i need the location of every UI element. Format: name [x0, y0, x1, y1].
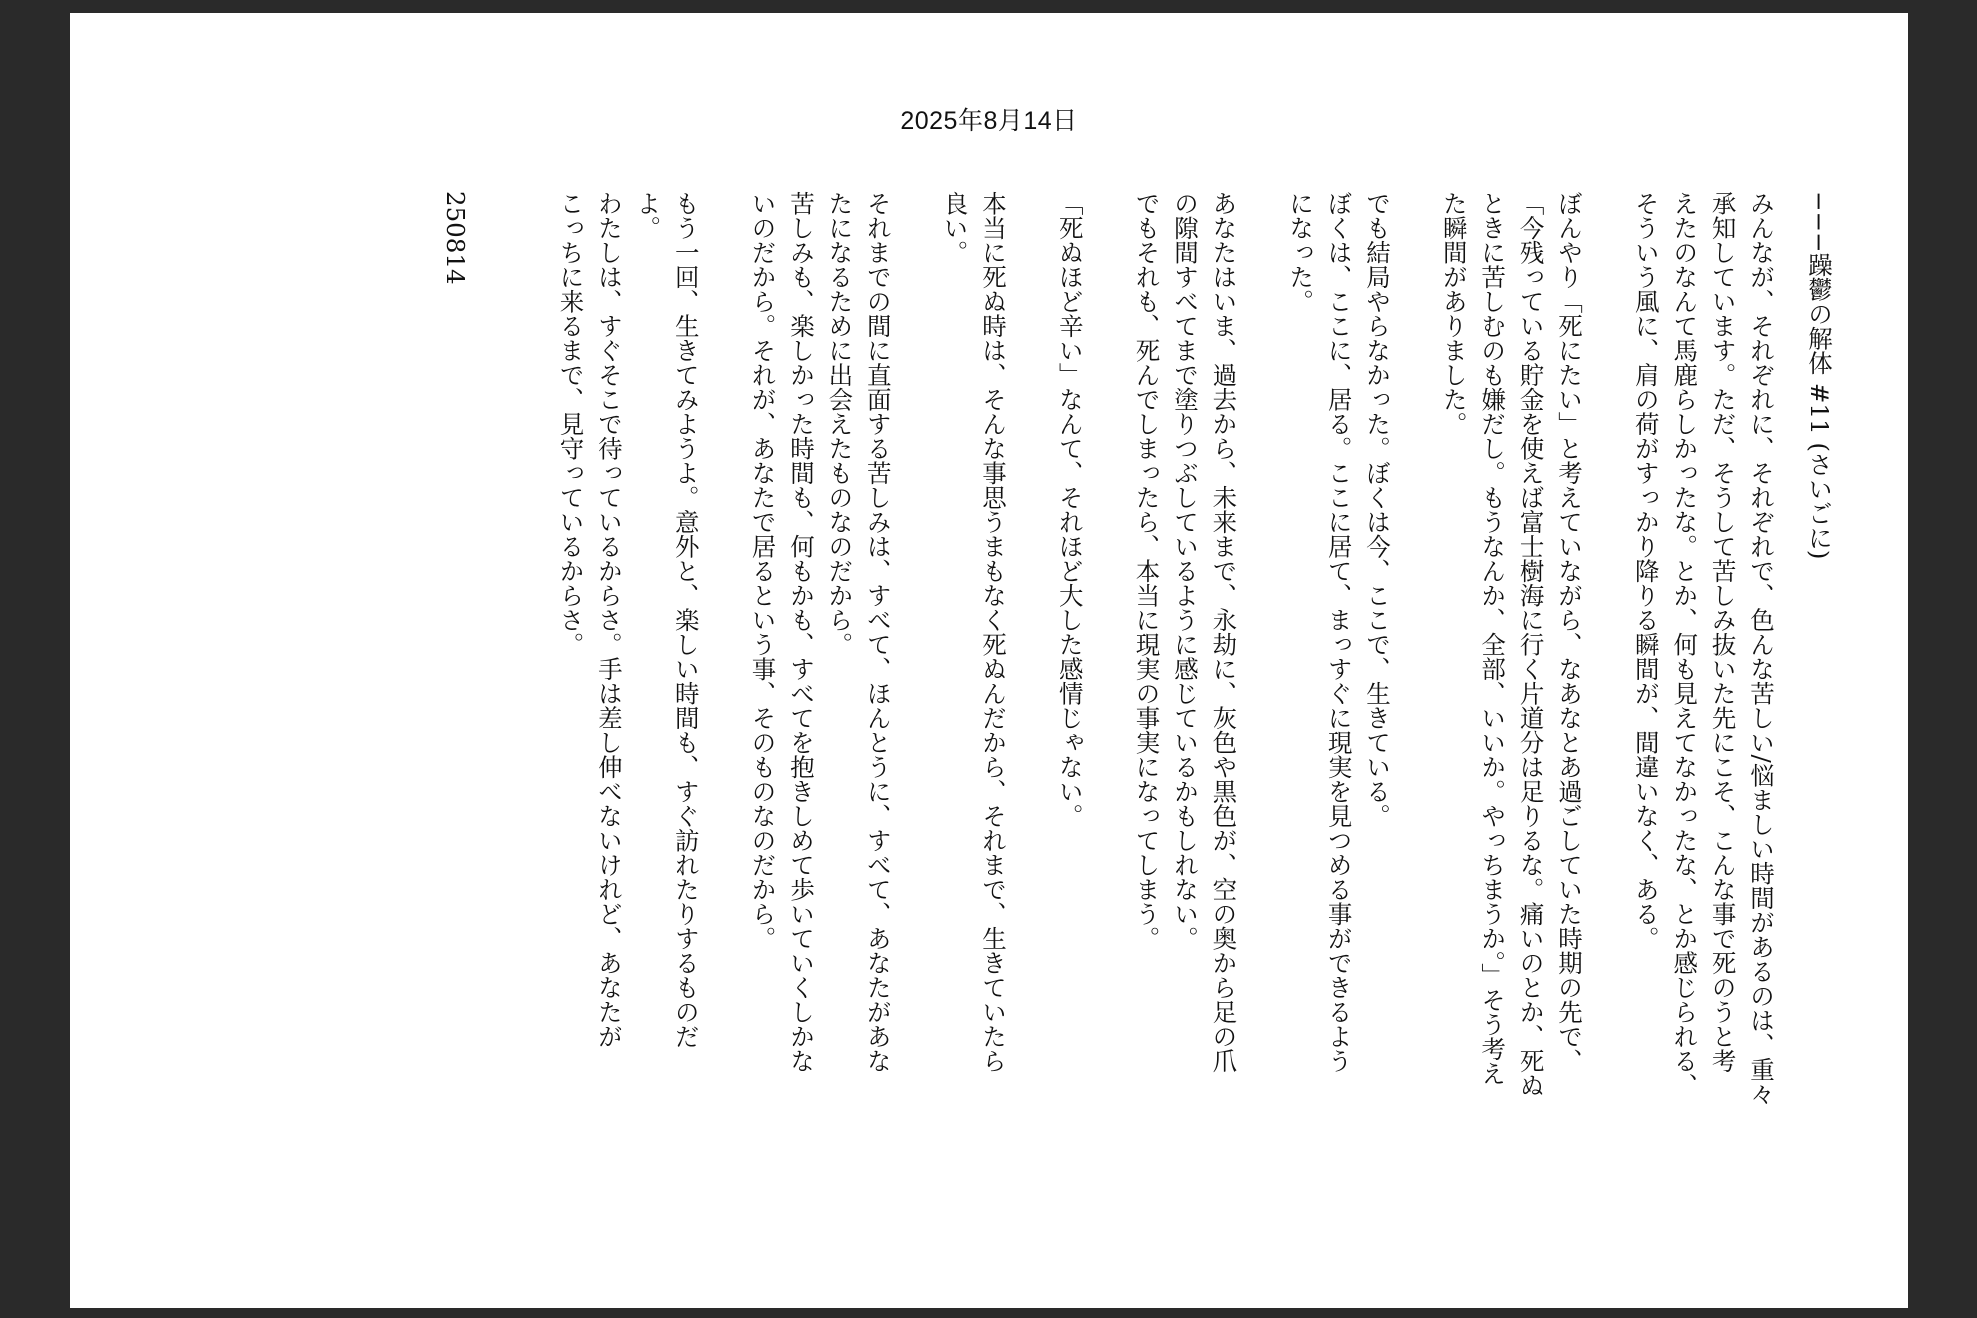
text-column: 良い。	[940, 191, 970, 265]
text-column: もう一回、生きてみようよ。意外と、楽しい時間も、すぐ訪れたりするものだ	[671, 191, 701, 1049]
text-column: でも結局やらなかった。ぼくは今、ここで、生きている。	[1362, 191, 1392, 828]
text-column: そういう風に、肩の荷がすっかり降りる瞬間が、間違いなく、ある。	[1631, 191, 1661, 951]
text-column: いのだから。それが、あなたで居るという事、そのものなのだから。	[748, 191, 778, 951]
text-column: でもそれも、死んでしまったら、本当に現実の事実になってしまう。	[1132, 191, 1162, 951]
text-column: ぼんやり「死にたい」と考えていながら、なあなとあ過ごしていた時期の先で、	[1554, 191, 1584, 1073]
text-column: えたのなんて馬鹿らしかったな。とか、何も見えてなかったな、とか感じられる、	[1670, 191, 1700, 1098]
paragraph-gap	[705, 191, 743, 1191]
text-column: 苦しみも、楽しかった時間も、何もかも、すべてを抱きしめて歩いていくしかな	[786, 191, 816, 1073]
text-column: 本当に死ぬ時は、そんな事思うまもなく死ぬんだから、それまで、生きていたら	[978, 191, 1008, 1073]
text-column: 承知しています。ただ、そうして苦しみ抜いた先にこそ、こんな事で死のうと考	[1708, 191, 1738, 1073]
text-column: たになるために出会えたものなのだから。	[825, 191, 855, 657]
paragraph-gap	[1588, 191, 1626, 1191]
text-column: の隙間すべてまで塗りつぶしているように感じているかもしれない。	[1170, 191, 1200, 951]
paragraph-gap	[1242, 191, 1280, 1191]
paragraph-gap	[1089, 191, 1127, 1191]
text-column: よ。	[633, 191, 663, 240]
document-date: 2025年8月14日	[900, 107, 1078, 135]
document-page	[70, 13, 1908, 1308]
signature-code: 250814	[441, 191, 471, 285]
text-column: あなたはいま、過去から、未来まで、永劫に、灰色や黒色が、空の奥から足の爪	[1209, 191, 1239, 1073]
document-title: −−−躁鬱の解体 #11 (さいごに)	[1805, 191, 1834, 560]
text-column: みんなが、それぞれに、それぞれで、色んな苦しい/悩ましい時間があるのは、重々	[1747, 191, 1776, 1106]
text-column: こっちに来るまで、見守っているからさ。	[556, 191, 586, 657]
text-column: た瞬間がありました。	[1439, 191, 1469, 436]
text-column: それまでの間に直面する苦しみは、すべて、ほんとうに、すべて、あなたがあな	[863, 191, 893, 1073]
paragraph-gap	[897, 191, 935, 1191]
paragraph-gap	[1396, 191, 1434, 1191]
text-column: ぼくは、ここに、居る。ここに居て、まっすぐに現実を見つめる事ができるよう	[1324, 191, 1354, 1073]
text-column: 「今残っている貯金を使えば富士樹海に行く片道分は足りるな。痛いのとか、死ぬ	[1516, 191, 1546, 1098]
text-column: 「死ぬほど辛い」なんて、それほど大した感情じゃない。	[1055, 191, 1085, 828]
text-column: わたしは、すぐそこで待っているからさ。手は差し伸べないけれど、あなたが	[594, 191, 624, 1049]
paragraph-gap	[1012, 191, 1050, 1191]
vertical-text-body	[318, 191, 1838, 1191]
text-column: になった。	[1286, 191, 1316, 314]
text-column: ときに苦しむのも嫌だし。もうなんか、全部、いいか。やっちまうか。」そう考え	[1478, 191, 1508, 1086]
